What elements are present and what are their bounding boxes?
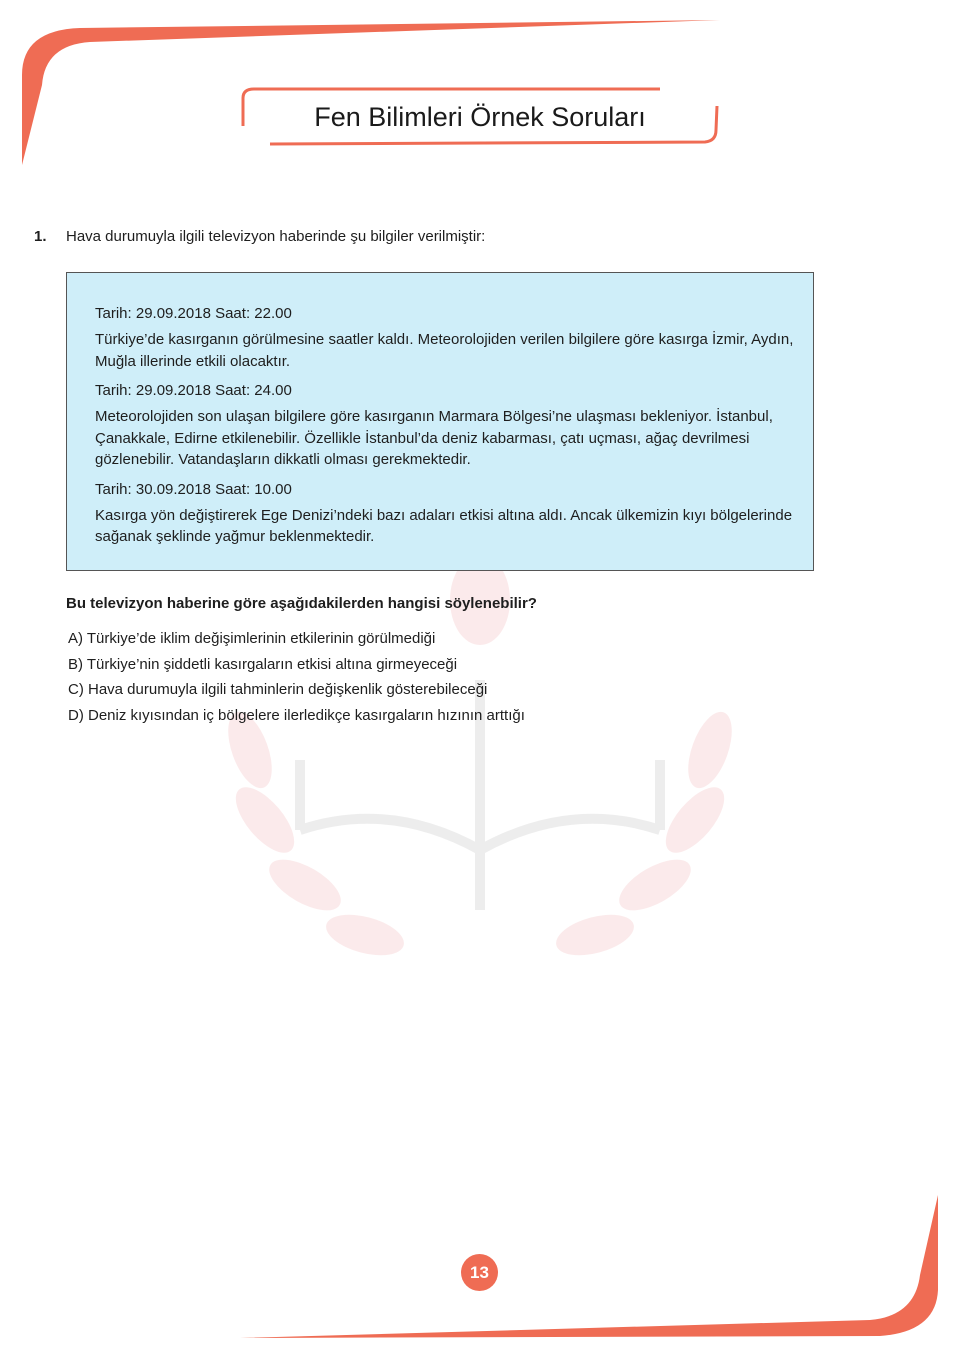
news-report-box (66, 272, 814, 571)
question-intro: Hava durumuyla ilgili televizyon haberinde şu bilgiler verilmiştir: (66, 228, 486, 245)
question-number: 1. (34, 228, 47, 245)
answer-option-d[interactable]: D) Deniz kıyısından iç bölgelere ilerledikçe kasırgaların hızının arttığı (68, 707, 525, 725)
question-prompt: Bu televizyon haberine göre aşağıdakilerden hangisi söylenebilir? (66, 595, 537, 612)
answer-option-a[interactable]: A) Türkiye’de iklim değişimlerinin etkilerinin görülmediği (68, 630, 436, 647)
answer-options (68, 626, 525, 729)
news-entry (95, 303, 801, 372)
news-date: Tarih: 29.09.2018 Saat: 24.00 (95, 382, 292, 399)
news-entry (95, 479, 801, 548)
news-entry (95, 380, 801, 471)
page-title: Fen Bilimleri Örnek Soruları (314, 102, 646, 132)
news-date: Tarih: 29.09.2018 Saat: 22.00 (95, 305, 292, 322)
answer-option-b[interactable]: B) Türkiye’nin şiddetli kasırgaların etkisi altına girmeyeceği (68, 655, 458, 673)
news-text: Türkiye’de kasırganın görülmesine saatler kaldı. Meteorolojiden verilen bilgilere göre kasırga İzmir, Aydın, Muğla illerinde etkili olacaktır. (95, 331, 794, 370)
news-text: Meteorolojiden son ulaşan bilgilere göre kasırganın Marmara Bölgesi’ne ulaşması bekleniyor. İstanbul, Çanakkale, Edirne etkilenebilir. Özellikle İstanbul’da deniz kabarması, çatı uçması, ağaç devrilmesi gözlenebilir. Vatandaşların dikkatli olması gerekmektedir. (95, 408, 773, 468)
header-title-banner (240, 86, 720, 146)
page-number-badge: 13 (461, 1254, 498, 1291)
news-date: Tarih: 30.09.2018 Saat: 10.00 (95, 480, 292, 498)
news-text: Kasırga yön değiştirerek Ege Denizi’ndeki bazı adaları etkisi altına aldı. Ancak ülkemizin kıyı bölgelerinde sağanak şeklinde yağmur beklenmektedir. (95, 506, 793, 545)
answer-option-c[interactable]: C) Hava durumuyla ilgili tahminlerin değişkenlik gösterebileceği (68, 681, 488, 699)
